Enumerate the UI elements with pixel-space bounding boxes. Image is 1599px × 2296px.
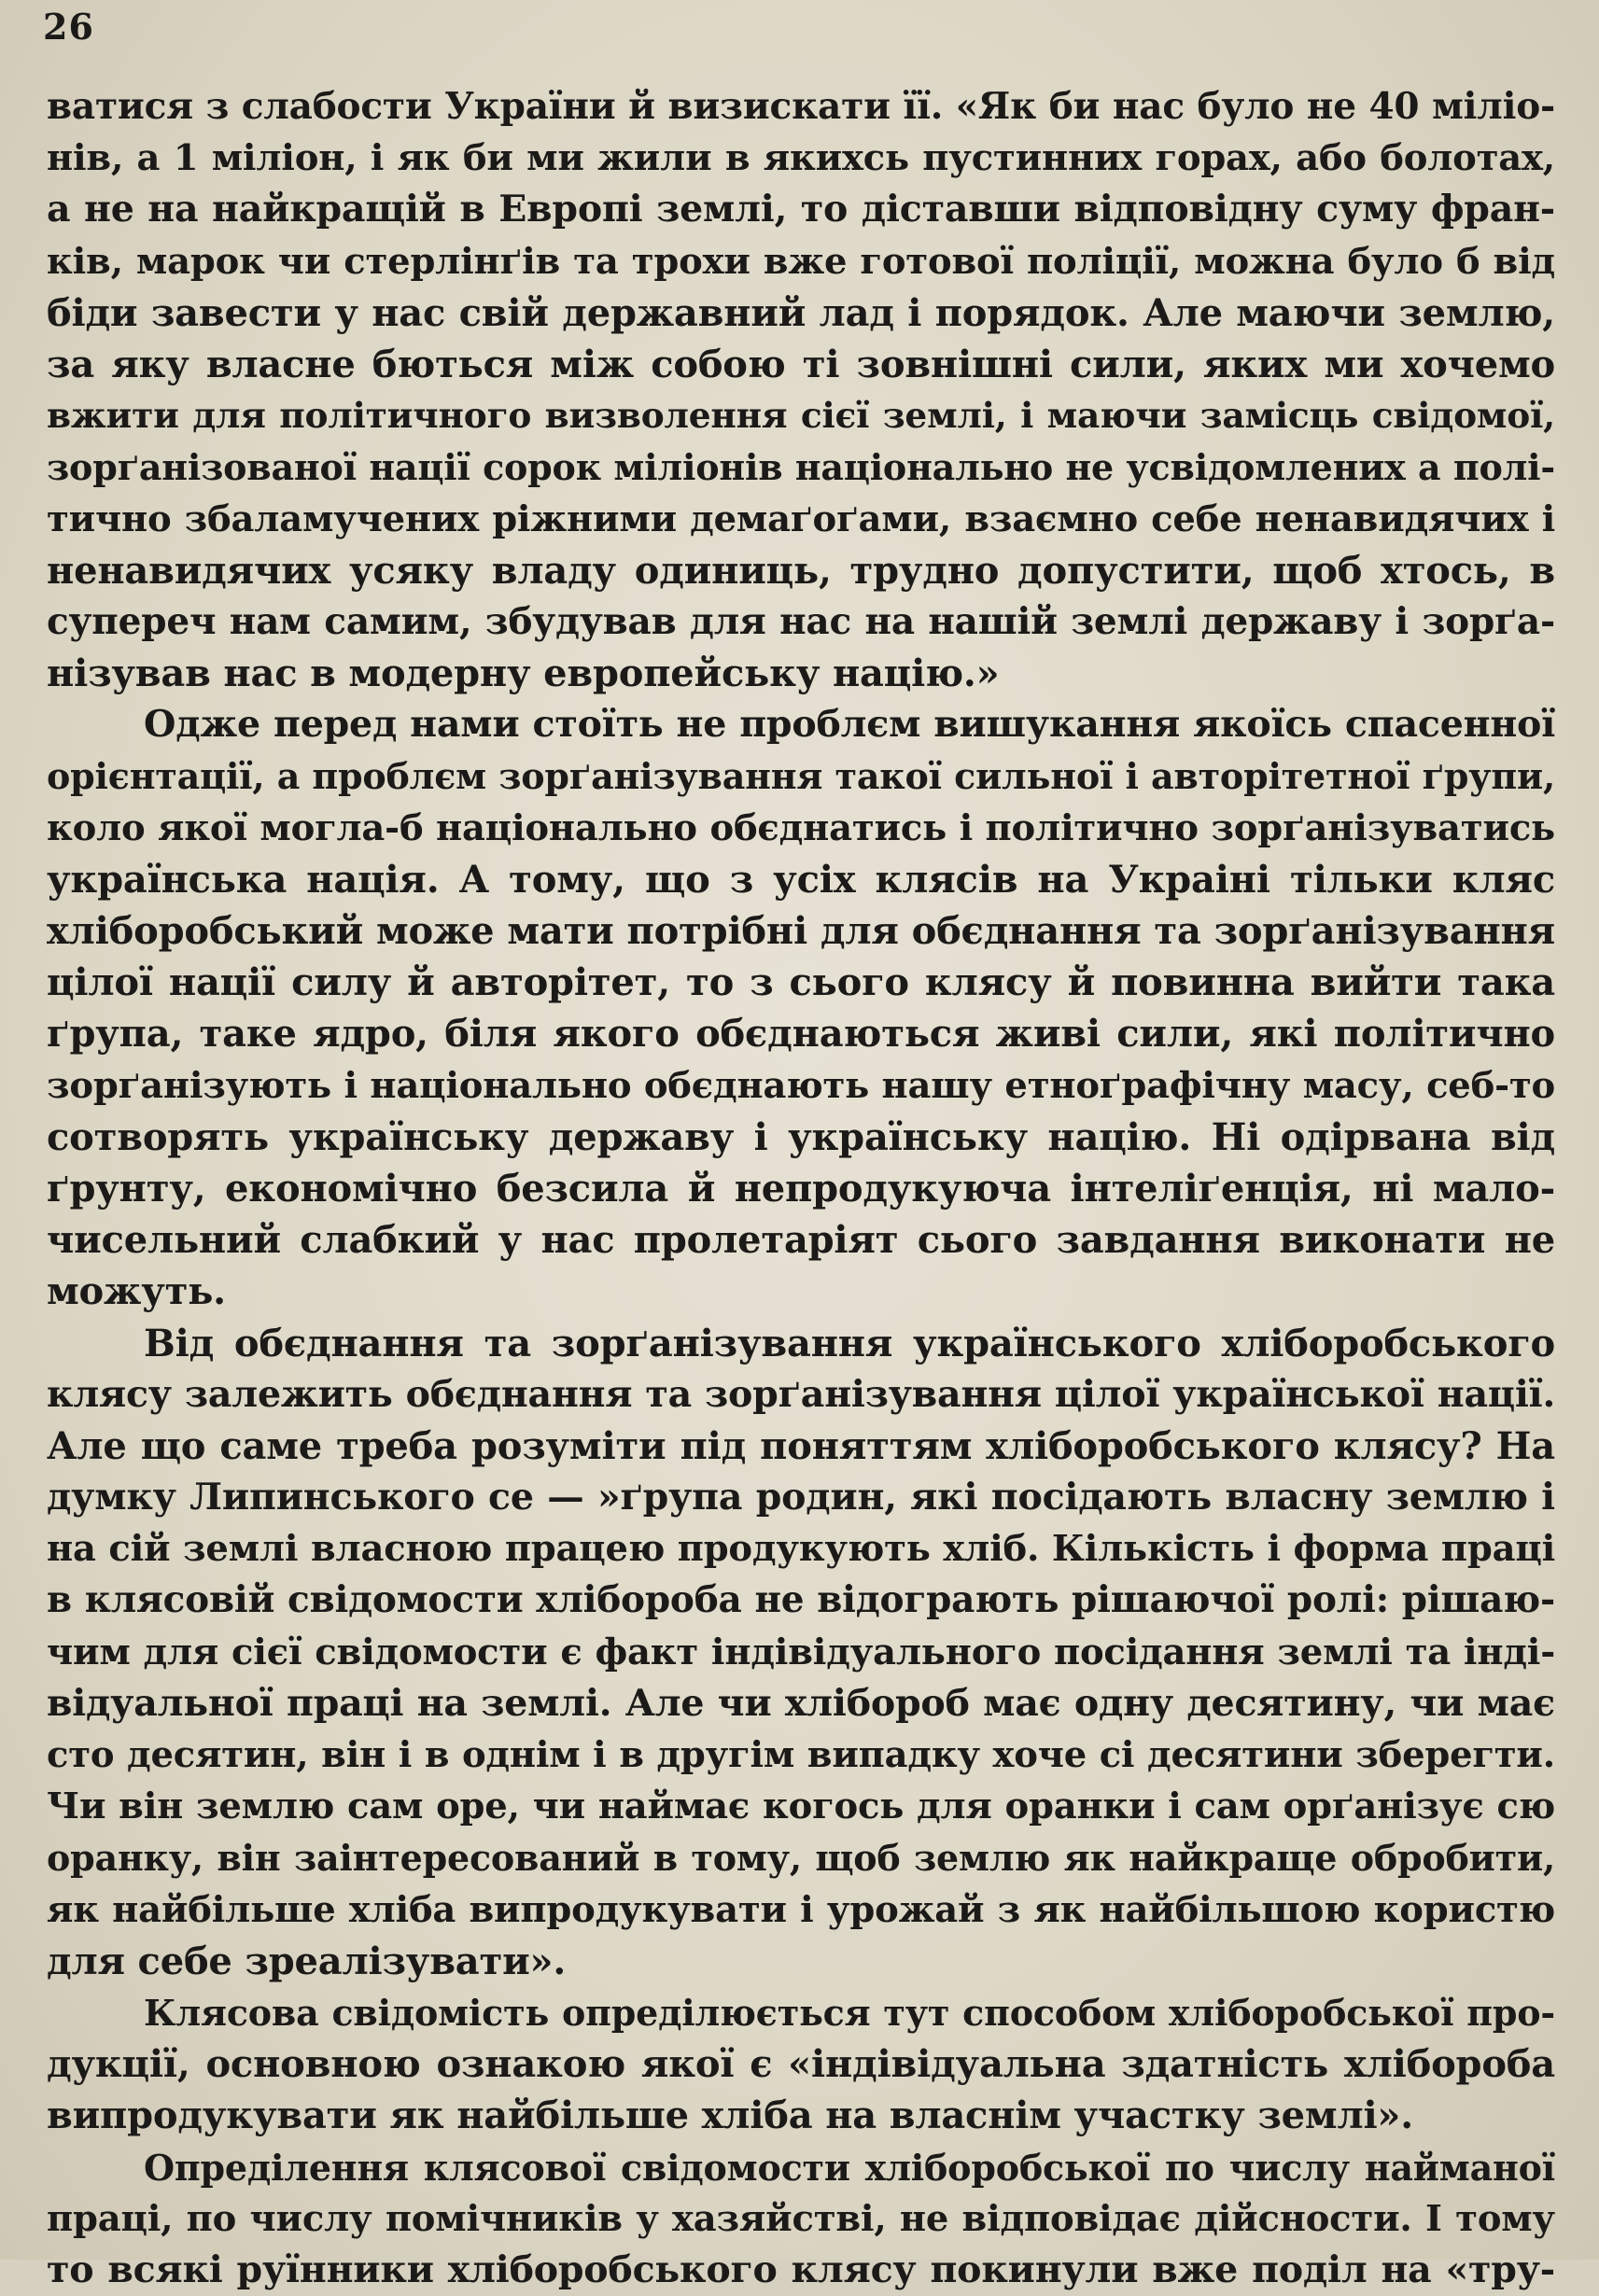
text-line: ватися з слабости України й визискати її. «Як би нас було не 40 міліо- xyxy=(47,85,1555,128)
text-line: Чи він землю сам оре, чи наймає когось для оранки і сам орґанізує сю xyxy=(47,1785,1555,1828)
text-line: ґрунту, економічно безсила й непродукуюча інтеліґенція, ні мало- xyxy=(47,1166,1555,1211)
body-text xyxy=(47,81,1555,2296)
text-line: ненавидячих усяку владу одиниць, трудно допустити, щоб хтось, в xyxy=(47,548,1555,593)
text-line: орієнтації, а проблєм зорґанізування такої сильної і авторітетної ґрупи, xyxy=(47,755,1555,798)
text-line: сто десятин, він і в однім і в другім випадку хоче сі десятини зберегти. xyxy=(47,1734,1555,1776)
text-line: то всякі руїнники хліборобського клясу покинули вже поділ на «тру- xyxy=(47,2247,1555,2291)
text-line: клясу залежить обєднання та зорґанізування цілої української нації. xyxy=(47,1372,1555,1416)
text-line: а не на найкращій в Европі землі, то діставши відповідну суму фран- xyxy=(47,188,1555,231)
paragraph-start: Опреділення клясової свідомости хліборобської по числу найманої xyxy=(144,2146,1555,2189)
paragraph-start: Від обєднання та зорґанізування українського хліборобського xyxy=(144,1321,1555,1365)
text-line: як найбільше хліба випродукувати і урожай з як найбільшою користю xyxy=(47,1888,1555,1931)
text-line: біди завести у нас свій державний лад і порядок. Але маючи землю, xyxy=(47,290,1555,335)
text-line: праці, по числу помічників у хазяйстві, не відповідає дійсности. І тому xyxy=(47,2197,1555,2240)
text-line: коло якої могла-б національно обєднатись і політично зорґанізуватись xyxy=(47,806,1555,849)
text-line: оранку, він заінтересований в тому, щоб землю як найкраще обробити, xyxy=(47,1837,1555,1880)
text-line: для себе зреалізувати». xyxy=(47,1939,567,1983)
text-line: вжити для політичного визволення сієї землі, і маючи замісць свідомої, xyxy=(47,395,1555,437)
text-line: цілої нації силу й авторітет, то з сього клясу й повинна вийти така xyxy=(47,960,1555,1005)
text-line: зорґанізованої нації сорок міліонів національно не усвідомлених а полі- xyxy=(47,446,1555,489)
text-line: ків, марок чи стерлінґів та трохи вже готової поліції, можна було б від xyxy=(47,240,1555,283)
text-line: ґрупа, таке ядро, біля якого обєднаються живі сили, які політично xyxy=(47,1012,1555,1057)
text-line: зорґанізують і національно обєднають нашу етноґрафічну масу, себ-то xyxy=(47,1064,1555,1107)
text-line: українська нація. А тому, що з усіх клясів на Украіні тільки кляс xyxy=(47,857,1555,902)
text-line: думку Липинського се — »ґрупа родин, які посідають власну землю і xyxy=(47,1476,1555,1519)
text-line: дукції, основною ознакою якої є «індівідуальна здатність хлібороба xyxy=(47,2042,1555,2087)
text-line: за яку власне бються між собою ті зовнішні сили, яких ми хочемо xyxy=(47,342,1555,386)
text-line: супереч нам самим, збудував для нас на нашій землі державу і зорґа- xyxy=(47,599,1555,643)
text-line: в клясовій свідомости хлібороба не відограють рішаючої ролі: рішаю- xyxy=(47,1578,1555,1622)
text-line: випродукувати як найбільше хліба на власнім участку землі». xyxy=(47,2093,1413,2138)
text-line: хліборобський може мати потрібні для обєднання та зорґанізування xyxy=(47,909,1555,953)
text-line: на сій землі власною працею продукують хліб. Кількість і форма праці xyxy=(47,1528,1555,1571)
text-line: сотворять українську державу і українську націю. Ні одірвана від xyxy=(47,1114,1555,1159)
text-line: чим для сієї свідомости є факт індівідуального посідання землі та інді- xyxy=(47,1631,1555,1673)
text-line: можуть. xyxy=(47,1269,226,1314)
text-line: нізував нас в модерну европейську націю.» xyxy=(47,651,1000,696)
paragraph-start: Одже перед нами стоїть не проблєм вишукання якоїсь спасенної xyxy=(144,703,1555,747)
text-line: Але що саме треба розуміти під поняттям хліборобського клясу? На xyxy=(47,1423,1555,1468)
text-line: нів, а 1 міліон, і як би ми жили в якихсь пустинних горах, або болотах, xyxy=(47,137,1555,180)
text-line: чисельний слабкий у нас пролетарiят сього завдання виконати не xyxy=(47,1218,1555,1263)
text-line: тично збаламучених ріжними демаґоґами, взаємно себе ненавидячих і xyxy=(47,497,1555,540)
page-number: 26 xyxy=(43,6,94,48)
paragraph-start: Клясова свідомість опреділюється тут способом хліборобської про- xyxy=(144,1991,1555,2034)
text-line: відуальної праці на землі. Але чи хлібороб має одну десятину, чи має xyxy=(47,1681,1555,1725)
